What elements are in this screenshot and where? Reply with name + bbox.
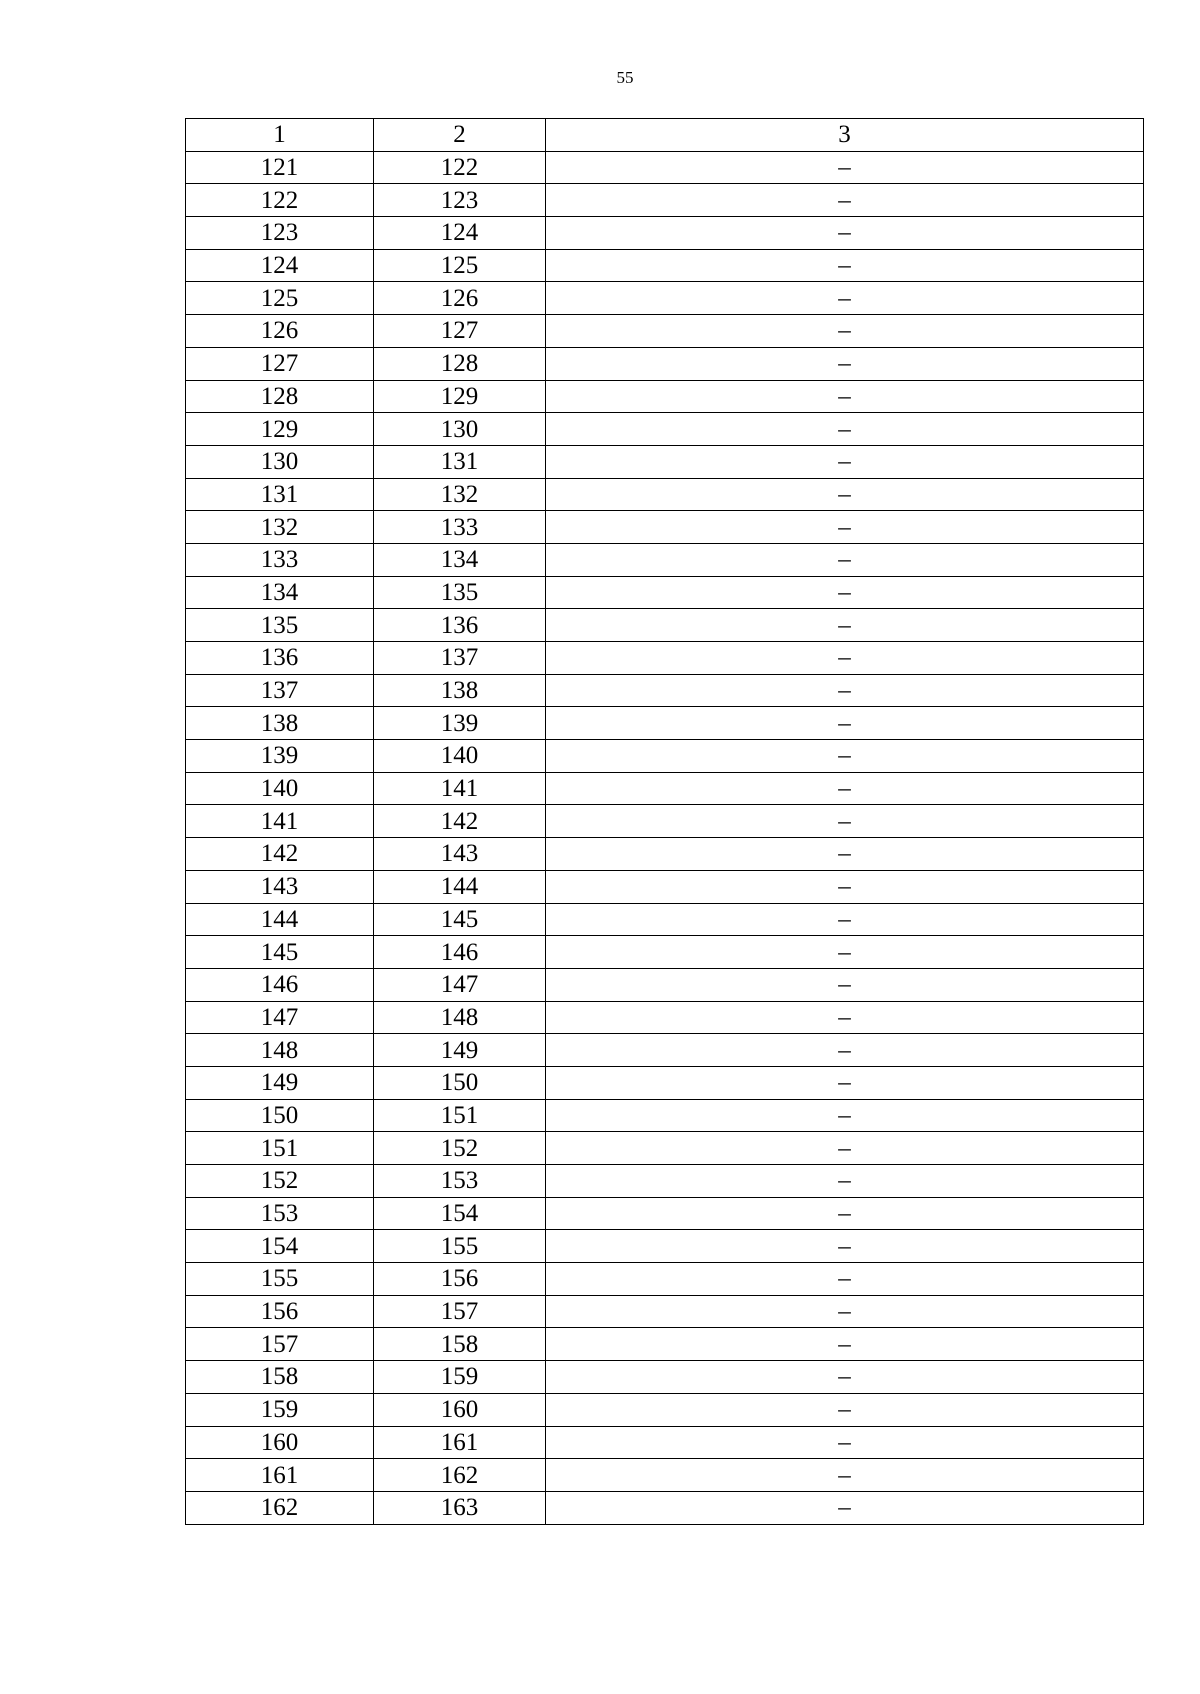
data-table — [185, 118, 1144, 1525]
table-row — [186, 151, 1144, 184]
table-cell: 162 — [186, 1491, 374, 1524]
table-cell: 128 — [374, 347, 546, 380]
table-row — [186, 1001, 1144, 1034]
table-cell: 133 — [374, 511, 546, 544]
table-cell: 126 — [374, 282, 546, 315]
table-cell: 127 — [374, 315, 546, 348]
table-cell: 121 — [186, 151, 374, 184]
table-cell: 128 — [186, 380, 374, 413]
table-cell: 148 — [186, 1034, 374, 1067]
column-header: 1 — [186, 119, 374, 152]
table-cell: 129 — [186, 413, 374, 446]
table-cell: 149 — [186, 1066, 374, 1099]
table-cell: 138 — [186, 707, 374, 740]
table-cell: 147 — [186, 1001, 374, 1034]
table-cell: – — [546, 347, 1144, 380]
table-cell: 151 — [186, 1132, 374, 1165]
table-cell: 134 — [186, 576, 374, 609]
table-row — [186, 1491, 1144, 1524]
table-row — [186, 282, 1144, 315]
table-cell: 122 — [186, 184, 374, 217]
table-cell: 151 — [374, 1099, 546, 1132]
table-row — [186, 380, 1144, 413]
table-cell: – — [546, 282, 1144, 315]
table-cell: – — [546, 740, 1144, 773]
table-cell: – — [546, 1132, 1144, 1165]
table-row — [186, 1328, 1144, 1361]
table-cell: 156 — [374, 1263, 546, 1296]
table-cell: 158 — [186, 1361, 374, 1394]
table-row — [186, 413, 1144, 446]
table-cell: – — [546, 870, 1144, 903]
table-cell: 132 — [374, 478, 546, 511]
table-cell: – — [546, 642, 1144, 675]
table-row — [186, 1426, 1144, 1459]
table-cell: – — [546, 413, 1144, 446]
table-cell: 134 — [374, 543, 546, 576]
table-cell: 137 — [374, 642, 546, 675]
table-row — [186, 1034, 1144, 1067]
table-cell: – — [546, 805, 1144, 838]
table-cell: – — [546, 1001, 1144, 1034]
table-row — [186, 1393, 1144, 1426]
table-cell: – — [546, 609, 1144, 642]
table-row — [186, 1459, 1144, 1492]
table-row — [186, 217, 1144, 250]
table-cell: 132 — [186, 511, 374, 544]
table-cell: 154 — [374, 1197, 546, 1230]
table-cell: 154 — [186, 1230, 374, 1263]
table-cell: 130 — [374, 413, 546, 446]
table-cell: – — [546, 1263, 1144, 1296]
table-cell: 157 — [374, 1295, 546, 1328]
table-row — [186, 674, 1144, 707]
table-cell: – — [546, 1361, 1144, 1394]
table-cell: 153 — [374, 1165, 546, 1198]
table-cell: 138 — [374, 674, 546, 707]
table-cell: 145 — [374, 903, 546, 936]
table-cell: 148 — [374, 1001, 546, 1034]
table-cell: – — [546, 1426, 1144, 1459]
table-cell: 156 — [186, 1295, 374, 1328]
table-row — [186, 805, 1144, 838]
table-cell: 155 — [186, 1263, 374, 1296]
table-cell: 137 — [186, 674, 374, 707]
table-cell: 159 — [186, 1393, 374, 1426]
table-row — [186, 838, 1144, 871]
table-cell: 155 — [374, 1230, 546, 1263]
table-cell: 162 — [374, 1459, 546, 1492]
table-cell: 144 — [374, 870, 546, 903]
table-cell: 135 — [186, 609, 374, 642]
table-cell: – — [546, 1165, 1144, 1198]
table-cell: – — [546, 1393, 1144, 1426]
table-cell: 133 — [186, 543, 374, 576]
table-cell: 160 — [374, 1393, 546, 1426]
table-cell: 146 — [374, 936, 546, 969]
table-cell: – — [546, 707, 1144, 740]
table-cell: – — [546, 936, 1144, 969]
table-cell: – — [546, 315, 1144, 348]
table-cell: 122 — [374, 151, 546, 184]
column-header: 2 — [374, 119, 546, 152]
table-cell: 127 — [186, 347, 374, 380]
table-cell: – — [546, 576, 1144, 609]
table-cell: – — [546, 1491, 1144, 1524]
table-cell: 142 — [374, 805, 546, 838]
table-cell: 140 — [186, 772, 374, 805]
table-cell: 140 — [374, 740, 546, 773]
column-header: 3 — [546, 119, 1144, 152]
table-cell: 158 — [374, 1328, 546, 1361]
table-row — [186, 968, 1144, 1001]
table-row — [186, 609, 1144, 642]
table-row — [186, 707, 1144, 740]
table-cell: 130 — [186, 445, 374, 478]
table-cell: – — [546, 184, 1144, 217]
table-cell: 139 — [374, 707, 546, 740]
table-cell: 161 — [374, 1426, 546, 1459]
table-cell: – — [546, 1197, 1144, 1230]
table-cell: 143 — [374, 838, 546, 871]
table-cell: 125 — [186, 282, 374, 315]
table-cell: 141 — [374, 772, 546, 805]
table-cell: – — [546, 249, 1144, 282]
table-cell: 135 — [374, 576, 546, 609]
table-row — [186, 511, 1144, 544]
table-cell: 163 — [374, 1491, 546, 1524]
table-cell: 144 — [186, 903, 374, 936]
table-row — [186, 347, 1144, 380]
table-cell: 136 — [374, 609, 546, 642]
table-cell: – — [546, 1099, 1144, 1132]
table-row — [186, 772, 1144, 805]
table-row — [186, 870, 1144, 903]
table-cell: – — [546, 772, 1144, 805]
table-cell: 149 — [374, 1034, 546, 1067]
table-cell: – — [546, 1230, 1144, 1263]
table-cell: 129 — [374, 380, 546, 413]
table-cell: – — [546, 1459, 1144, 1492]
table-row — [186, 1165, 1144, 1198]
table-cell: 124 — [374, 217, 546, 250]
table-cell: 159 — [374, 1361, 546, 1394]
table-cell: – — [546, 1328, 1144, 1361]
table-cell: 152 — [186, 1165, 374, 1198]
table-cell: 131 — [374, 445, 546, 478]
table-row — [186, 543, 1144, 576]
table-cell: – — [546, 217, 1144, 250]
table-cell: – — [546, 478, 1144, 511]
table-cell: 153 — [186, 1197, 374, 1230]
table-row — [186, 1132, 1144, 1165]
table-row — [186, 1295, 1144, 1328]
table-cell: 150 — [186, 1099, 374, 1132]
table-cell: 136 — [186, 642, 374, 675]
table-cell: 131 — [186, 478, 374, 511]
table-cell: – — [546, 380, 1144, 413]
table-body — [186, 119, 1144, 1525]
table-row — [186, 249, 1144, 282]
table-row — [186, 642, 1144, 675]
table-cell: 126 — [186, 315, 374, 348]
table-cell: 145 — [186, 936, 374, 969]
table-cell: 142 — [186, 838, 374, 871]
table-row — [186, 576, 1144, 609]
page-number: 55 — [616, 68, 634, 87]
table-cell: – — [546, 543, 1144, 576]
table-row — [186, 740, 1144, 773]
table-cell: – — [546, 838, 1144, 871]
table-cell: – — [546, 903, 1144, 936]
table-cell: – — [546, 151, 1144, 184]
table-cell: 123 — [186, 217, 374, 250]
table-row — [186, 1361, 1144, 1394]
table-row — [186, 445, 1144, 478]
table-row — [186, 1230, 1144, 1263]
table-cell: 160 — [186, 1426, 374, 1459]
table-cell: 161 — [186, 1459, 374, 1492]
table-cell: 124 — [186, 249, 374, 282]
table-cell: 147 — [374, 968, 546, 1001]
table-cell: 152 — [374, 1132, 546, 1165]
table-cell: 146 — [186, 968, 374, 1001]
table-row — [186, 315, 1144, 348]
table-cell: 123 — [374, 184, 546, 217]
table-cell: – — [546, 445, 1144, 478]
table-cell: 125 — [374, 249, 546, 282]
table-row — [186, 184, 1144, 217]
table-cell: 139 — [186, 740, 374, 773]
table-row — [186, 1197, 1144, 1230]
table-row — [186, 903, 1144, 936]
table-cell: – — [546, 968, 1144, 1001]
table-cell: – — [546, 1295, 1144, 1328]
table-row — [186, 1099, 1144, 1132]
table-header-row — [186, 119, 1144, 152]
table-cell: 141 — [186, 805, 374, 838]
table-cell: 143 — [186, 870, 374, 903]
table-cell: 157 — [186, 1328, 374, 1361]
table-cell: – — [546, 1034, 1144, 1067]
table-cell: 150 — [374, 1066, 546, 1099]
table-cell: – — [546, 511, 1144, 544]
table-row — [186, 936, 1144, 969]
table-cell: – — [546, 1066, 1144, 1099]
table-row — [186, 1263, 1144, 1296]
table-row — [186, 478, 1144, 511]
table-cell: – — [546, 674, 1144, 707]
table-row — [186, 1066, 1144, 1099]
